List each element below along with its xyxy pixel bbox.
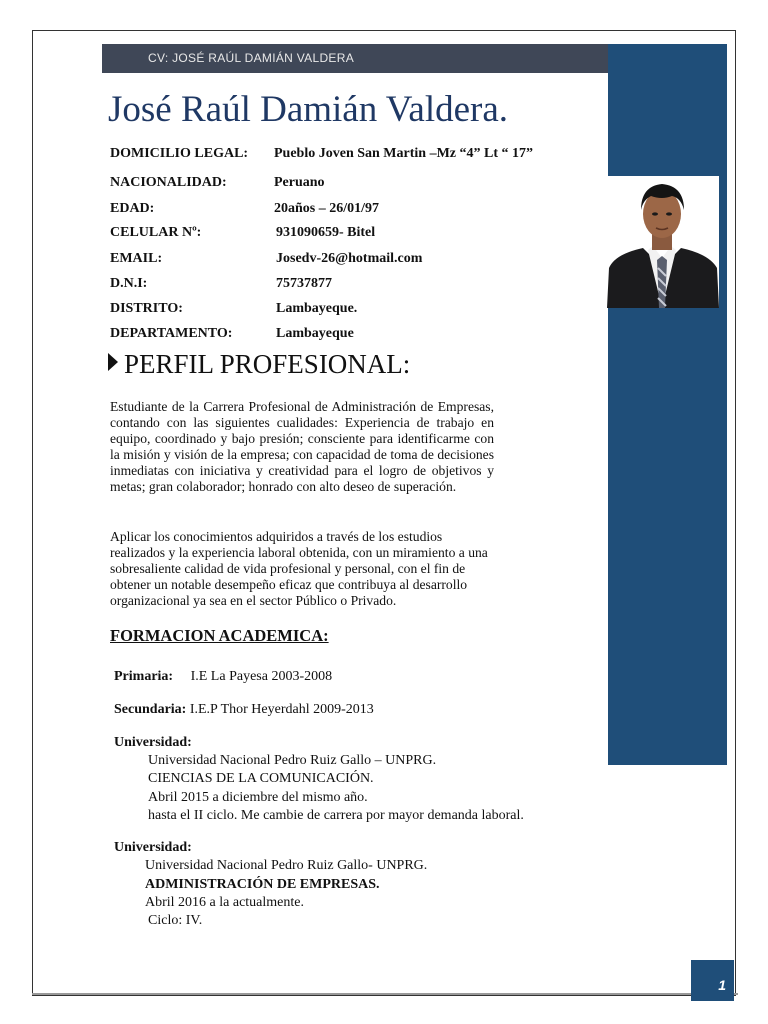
profile-photo [605,176,719,308]
page-border-shadow [32,993,738,995]
header-title: CV: JOSÉ RAÚL DAMIÁN VALDERA [148,51,355,65]
info-label: EMAIL: [110,251,163,266]
candidate-name: José Raúl Damián Valdera. [108,89,509,130]
universidad-1-label: Universidad: [114,735,192,750]
primaria-row [114,669,332,685]
primaria-label: Primaria: [114,669,174,684]
secundaria-label: Secundaria: [114,702,187,717]
page-number: 1 [691,960,734,1001]
secundaria-value: I.E.P Thor Heyerdahl 2009-2013 [189,702,374,717]
universidad-1-line: CIENCIAS DE LA COMUNICACIÓN. [148,771,374,786]
info-row-nacionalidad [110,175,325,191]
info-row-celular [110,225,376,241]
info-label: DEPARTAMENTO: [110,326,233,341]
info-value: 20años – 26/01/97 [274,201,380,216]
info-row-edad [110,201,380,217]
perfil-title: PERFIL PROFESIONAL: [124,349,411,379]
info-row-domicilio [110,146,533,162]
info-label: NACIONALIDAD: [110,175,227,190]
info-value: Josedv-26@hotmail.com [276,251,423,266]
info-value: 931090659- Bitel [276,225,376,240]
perfil-heading [108,349,410,380]
info-row-distrito [110,301,358,317]
info-label: DOMICILIO LEGAL: [110,146,249,161]
info-value: 75737877 [276,276,332,291]
info-row-departamento [110,326,354,342]
info-row-dni [110,276,332,292]
info-value: Pueblo Joven San Martin –Mz “4” Lt “ 17” [274,146,533,161]
universidad-2-line: Abril 2016 a la actualmente. [145,895,304,910]
info-label: D.N.I: [110,276,148,291]
info-value: Peruano [274,175,325,190]
person-portrait-icon [605,176,719,308]
header-bar [102,44,608,73]
secundaria-row [114,702,374,718]
info-value: Lambayeque [276,326,354,341]
info-value: Lambayeque. [276,301,358,316]
info-label: DISTRITO: [110,301,183,316]
info-label: EDAD: [110,201,155,216]
universidad-1-line: hasta el II ciclo. Me cambie de carrera por mayor demanda laboral. [148,808,524,823]
universidad-2-line: Ciclo: IV. [148,913,203,928]
universidad-1-line: Universidad Nacional Pedro Ruiz Gallo – UNPRG. [148,753,437,768]
info-label: CELULAR Nº: [110,225,202,240]
universidad-2-line: Universidad Nacional Pedro Ruiz Gallo- UNPRG. [145,858,428,873]
perfil-paragraph-2: Aplicar los conocimientos adquiridos a través de los estudios realizados y la experiencia laboral obtenida, con un miramiento a una sobresaliente calidad de vida profesional y personal, con el fin de obtener un notable desempeño eficaz que contribuya al desarrollo organizacional ya sea en el sector Público o Privado. [110,529,488,608]
perfil-paragraph-1: Estudiante de la Carrera Profesional de Administración de Empresas, contando con las siguientes cualidades: Experiencia de trabajo en equipo, coordinado y bajo presión; consciente para identificarme con la misión y visión de la empresa; con capacidad de toma de decisiones inmediatas con iniciativa y creatividad para el logro de objetivos y metas; gran colaborador; honrado con alto deseo de superación. [110,399,494,494]
triangle-right-icon [108,353,118,371]
info-row-email [110,251,423,267]
primaria-value: I.E La Payesa 2003-2008 [190,669,333,684]
side-bar [608,44,727,765]
formacion-heading: FORMACION ACADEMICA: [110,626,329,645]
universidad-2-label: Universidad: [114,840,192,855]
universidad-2-line: ADMINISTRACIÓN DE EMPRESAS. [145,877,380,892]
universidad-1-line: Abril 2015 a diciembre del mismo año. [148,790,368,805]
